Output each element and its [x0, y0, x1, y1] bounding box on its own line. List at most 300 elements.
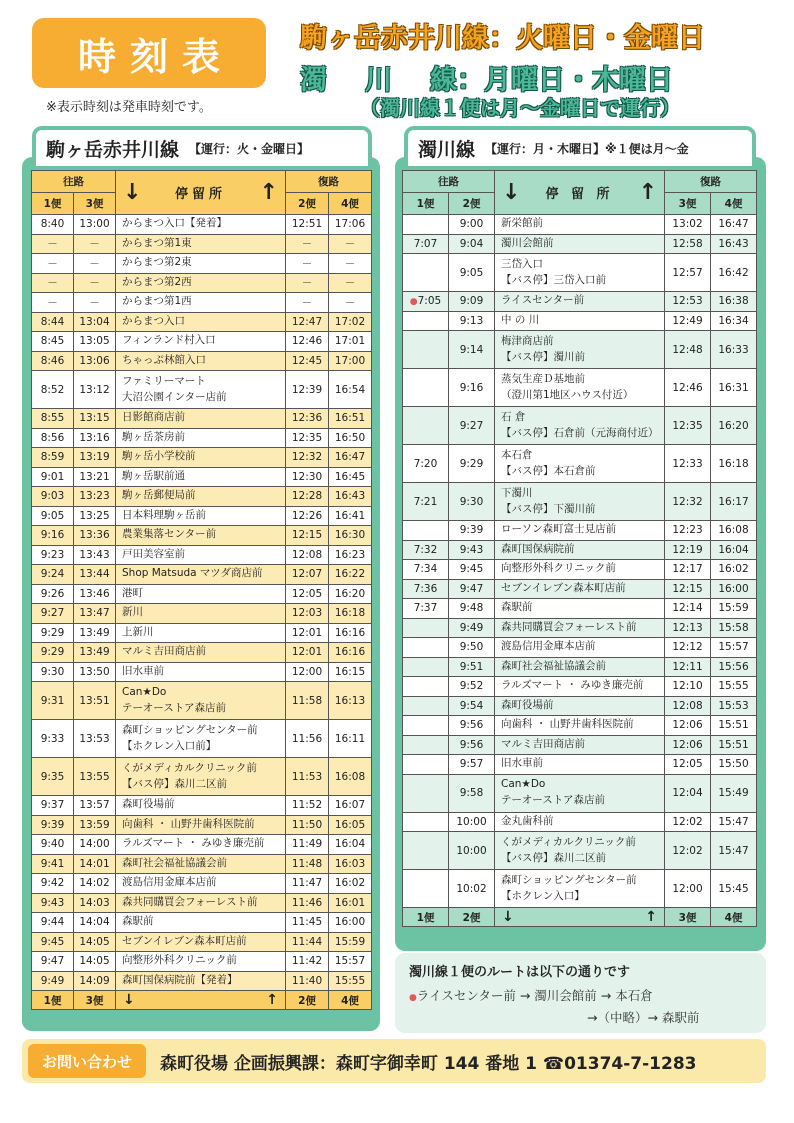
table-row [32, 604, 372, 624]
stop-name-cell [495, 215, 665, 235]
time-cell: 16:00 [711, 579, 757, 599]
stop-name: ライスセンター前 [501, 294, 585, 307]
time-value: 7:37 [413, 602, 438, 615]
table-row [32, 371, 372, 409]
time-cell [403, 540, 449, 560]
time-cell [32, 545, 74, 565]
stop-name: 新栄館前 [501, 217, 543, 230]
time-cell: 16:23 [329, 545, 372, 565]
time-cell: 9:49 [449, 618, 495, 638]
stop-name-cell [495, 755, 665, 775]
stop-name-cell [495, 483, 665, 521]
time-cell [32, 893, 74, 913]
route-note-line1 [409, 986, 752, 1004]
stop-name-sub: 【バス停】下濁川前 [501, 502, 596, 515]
table-row [32, 506, 372, 526]
time-cell [403, 234, 449, 254]
time-cell [32, 662, 74, 682]
time-cell: 15:53 [711, 696, 757, 716]
time-value: 9:41 [40, 857, 65, 870]
table-row [403, 812, 757, 832]
time-value: 9:31 [40, 694, 65, 707]
time-cell: 12:46 [286, 332, 329, 352]
time-cell: － [286, 293, 329, 313]
table-row [403, 870, 757, 908]
time-cell: 12:35 [665, 407, 711, 445]
table-row [32, 662, 372, 682]
table-row [32, 467, 372, 487]
time-cell [32, 371, 74, 409]
stop-name-cell [495, 618, 665, 638]
schedule-days-line3: （濁川線１便は月～金曜日で運行） [360, 96, 680, 120]
time-cell [32, 604, 74, 624]
time-cell: 11:48 [286, 854, 329, 874]
left-operation-days: 【運行：火・金曜日】 [189, 141, 310, 156]
stop-name-cell [116, 428, 286, 448]
time-cell: 12:12 [665, 638, 711, 658]
stop-name-cell [495, 832, 665, 870]
stop-name-sub: テーオーストア森店前 [122, 701, 226, 714]
stop-name-sub: 【バス停】三岱入口前 [501, 273, 606, 286]
stop-name: 上新川 [122, 625, 154, 638]
time-value: 9:47 [40, 955, 65, 968]
time-cell: 16:01 [329, 893, 372, 913]
time-cell: 12:02 [665, 812, 711, 832]
time-value: 8:46 [40, 354, 65, 367]
time-cell: 11:46 [286, 893, 329, 913]
table-row [403, 369, 757, 407]
time-cell: 16:33 [711, 331, 757, 369]
time-cell: 12:32 [665, 483, 711, 521]
time-cell: － [329, 273, 372, 293]
time-cell: 9:47 [449, 579, 495, 599]
stop-name: ローソン森町富士見店前 [501, 523, 617, 536]
time-cell [32, 584, 74, 604]
table-row [403, 774, 757, 812]
stop-name-cell [116, 332, 286, 352]
stop-name: 濁川会館前 [501, 236, 554, 249]
time-cell: － [329, 254, 372, 274]
table-row [403, 716, 757, 736]
time-cell: 16:22 [329, 565, 372, 585]
line2-rest: 線：月曜日・木曜日 [430, 65, 673, 96]
time-cell: 13:25 [74, 506, 116, 526]
stop-name: 駒ヶ岳茶房前 [122, 430, 185, 443]
stop-name: 旧水車前 [122, 664, 164, 677]
arrow-row [498, 909, 661, 925]
time-cell: 15:51 [711, 735, 757, 755]
time-cell: 9:39 [449, 521, 495, 541]
stop-name-cell [116, 758, 286, 796]
time-value: 7:21 [413, 495, 438, 508]
left-footer-row [32, 991, 372, 1010]
contact-bar [22, 1039, 766, 1083]
time-cell: 12:10 [665, 677, 711, 697]
time-value: 9:05 [40, 509, 65, 522]
right-footer-bin: 2便 [449, 908, 495, 927]
stop-name-cell [116, 623, 286, 643]
time-cell [32, 487, 74, 507]
table-row [403, 657, 757, 677]
time-cell [32, 682, 74, 720]
time-cell: 16:07 [329, 796, 372, 816]
time-cell: 12:19 [665, 540, 711, 560]
time-cell [32, 312, 74, 332]
time-cell: 9:30 [449, 483, 495, 521]
stop-name-cell [116, 273, 286, 293]
table-row [32, 273, 372, 293]
stop-name: 森共同購買会フォーレスト前 [501, 620, 637, 633]
table-row [32, 487, 372, 507]
time-cell: － [74, 293, 116, 313]
time-cell: 12:28 [286, 487, 329, 507]
time-cell [403, 445, 449, 483]
time-cell [403, 407, 449, 445]
stop-name: Can★Do [501, 778, 546, 791]
time-value: 9:49 [40, 974, 65, 987]
time-cell: 16:17 [711, 483, 757, 521]
time-cell: 17:00 [329, 351, 372, 371]
time-cell [403, 599, 449, 619]
time-cell: 13:46 [74, 584, 116, 604]
time-cell: 16:00 [329, 913, 372, 933]
time-cell: 14:09 [74, 971, 116, 991]
stop-name-cell [116, 720, 286, 758]
table-row [403, 599, 757, 619]
time-cell: 16:41 [329, 506, 372, 526]
left-bin-4: 4便 [329, 193, 372, 215]
time-cell: 16:02 [329, 874, 372, 894]
time-cell: 15:56 [711, 657, 757, 677]
stop-name-cell [495, 292, 665, 312]
time-cell: 10:02 [449, 870, 495, 908]
right-route-tab [404, 126, 756, 166]
time-value: 9:43 [40, 896, 65, 909]
stop-name-cell [116, 545, 286, 565]
time-cell: 14:02 [74, 874, 116, 894]
time-cell: 9:50 [449, 638, 495, 658]
time-cell [32, 526, 74, 546]
right-bin-4: 4便 [711, 193, 757, 215]
table-row [32, 215, 372, 235]
time-cell: 9:43 [449, 540, 495, 560]
stop-name: 駒ヶ岳郵便局前 [122, 489, 196, 502]
time-cell: 9:09 [449, 292, 495, 312]
time-cell: 9:16 [449, 369, 495, 407]
time-cell [32, 815, 74, 835]
stop-name-cell [495, 735, 665, 755]
time-cell: 15:47 [711, 832, 757, 870]
time-cell: 13:16 [74, 428, 116, 448]
stop-name: ファミリーマート [122, 374, 206, 387]
stop-name-cell [116, 643, 286, 663]
left-route-name: 駒ヶ岳赤井川線 [46, 138, 180, 161]
stop-name-cell [116, 604, 286, 624]
time-cell: 13:21 [74, 467, 116, 487]
time-cell: 12:05 [665, 755, 711, 775]
table-row [32, 332, 372, 352]
left-inbound-label: 復路 [286, 171, 372, 193]
stop-name: 森町国保病院前【発着】 [122, 973, 238, 986]
table-row [32, 351, 372, 371]
time-cell: 16:42 [711, 254, 757, 292]
table-row [32, 409, 372, 429]
contact-value: 森町役場 企画振興課：森町字御幸町 144 番地 1 ☎01374-7-1283 [160, 1053, 697, 1074]
table-row [32, 874, 372, 894]
time-cell: 13:53 [74, 720, 116, 758]
time-value: 9:35 [40, 770, 65, 783]
stop-name: 森駅前 [501, 601, 533, 614]
time-value: 9:26 [40, 587, 65, 600]
time-value: 8:44 [40, 315, 65, 328]
time-cell: 13:59 [74, 815, 116, 835]
stop-name: からまつ第1東 [122, 236, 192, 249]
time-cell [403, 696, 449, 716]
time-cell: 12:17 [665, 560, 711, 580]
time-cell: 16:05 [329, 815, 372, 835]
time-cell: 12:58 [665, 234, 711, 254]
down-arrow-icon: ↓ [123, 992, 135, 1008]
stop-name-cell [495, 812, 665, 832]
time-cell: 15:51 [711, 716, 757, 736]
time-cell: 13:47 [74, 604, 116, 624]
time-cell: 13:12 [74, 371, 116, 409]
stop-name-cell [116, 913, 286, 933]
right-route-name: 濁川線 [418, 138, 476, 161]
stop-name: くがメディカルクリニック前 [122, 761, 257, 774]
time-cell [32, 796, 74, 816]
stop-name-sub: 【ホクレン入口】 [501, 889, 585, 902]
right-stop-label: 停 留 所 [545, 187, 614, 202]
time-cell: 13:04 [74, 312, 116, 332]
time-cell: 13:19 [74, 448, 116, 468]
stop-name: 金丸歯科前 [501, 814, 554, 827]
stop-name-sub: 大沼公園インター店前 [122, 390, 227, 403]
left-footer-bin: 2便 [286, 991, 329, 1010]
table-row [403, 696, 757, 716]
stop-name-cell [495, 657, 665, 677]
time-cell: 16:50 [329, 428, 372, 448]
stop-name: ラルズマート ・ みゆき廉売前 [122, 837, 265, 850]
time-value: 8:59 [40, 451, 65, 464]
time-cell: － [74, 254, 116, 274]
stop-name-cell [495, 560, 665, 580]
stop-name: セブンイレブン森本町店前 [501, 581, 626, 594]
left-footer-bin: 4便 [329, 991, 372, 1010]
time-cell: 17:01 [329, 332, 372, 352]
stop-name: 中 の 川 [501, 313, 540, 326]
stop-name: セブンイレブン森本町店前 [122, 934, 247, 947]
time-value: － [47, 238, 58, 251]
left-footer-arrows [116, 991, 286, 1010]
time-cell: 12:33 [665, 445, 711, 483]
table-row [32, 952, 372, 972]
right-outbound-label: 往路 [403, 171, 495, 193]
page-title: 時刻表 [77, 34, 234, 79]
time-cell [32, 565, 74, 585]
time-cell: 9:54 [449, 696, 495, 716]
time-cell: 12:03 [286, 604, 329, 624]
time-cell: 16:08 [329, 758, 372, 796]
left-header-row [32, 171, 372, 193]
stop-name: 梅津商店前 [501, 334, 554, 347]
time-cell: － [74, 273, 116, 293]
table-row [32, 682, 372, 720]
time-cell: 16:11 [329, 720, 372, 758]
table-row [32, 312, 372, 332]
stop-name-sub: 【バス停】森川二区前 [122, 777, 227, 790]
time-cell: 14:05 [74, 952, 116, 972]
time-cell: 9:05 [449, 254, 495, 292]
stop-name: ラルズマート ・ みゆき廉売前 [501, 679, 644, 692]
time-cell [403, 579, 449, 599]
time-cell: 14:01 [74, 854, 116, 874]
time-cell [32, 215, 74, 235]
stop-name-cell [495, 870, 665, 908]
table-row [32, 913, 372, 933]
right-inbound-label: 復路 [665, 171, 757, 193]
table-row [32, 623, 372, 643]
stop-name: 森共同購買会フォーレスト前 [122, 895, 258, 908]
time-cell: － [74, 234, 116, 254]
stop-name-cell [495, 638, 665, 658]
stop-name-cell [116, 893, 286, 913]
time-cell: 9:45 [449, 560, 495, 580]
time-cell: 16:54 [329, 371, 372, 409]
stop-name-cell [495, 369, 665, 407]
table-row [32, 293, 372, 313]
time-cell: 12:57 [665, 254, 711, 292]
stop-name-cell [116, 467, 286, 487]
time-cell: 9:13 [449, 311, 495, 331]
table-row [403, 540, 757, 560]
stop-name: 向整形外科クリニック前 [501, 562, 616, 575]
time-cell [403, 870, 449, 908]
stop-name: 向整形外科クリニック前 [122, 954, 237, 967]
time-cell: 12:06 [665, 716, 711, 736]
time-cell: 12:02 [665, 832, 711, 870]
time-cell: 12:13 [665, 618, 711, 638]
time-cell [32, 623, 74, 643]
stop-name: からまつ第2東 [122, 256, 192, 269]
time-cell: 12:53 [665, 292, 711, 312]
time-cell: － [329, 234, 372, 254]
time-cell: 11:45 [286, 913, 329, 933]
stop-name-cell [116, 932, 286, 952]
table-row [32, 720, 372, 758]
left-footer-bin: 1便 [32, 991, 74, 1010]
table-row [403, 618, 757, 638]
left-route-tab [32, 126, 372, 166]
time-cell: 12:51 [286, 215, 329, 235]
time-cell: 11:42 [286, 952, 329, 972]
time-cell: 9:27 [449, 407, 495, 445]
table-row [32, 854, 372, 874]
time-cell: 12:15 [286, 526, 329, 546]
time-cell: 13:15 [74, 409, 116, 429]
time-cell: 12:32 [286, 448, 329, 468]
red-dot-icon: ● [409, 993, 417, 1003]
table-row [403, 755, 757, 775]
time-cell: 15:57 [329, 952, 372, 972]
time-cell: 15:49 [711, 774, 757, 812]
time-cell: 16:02 [711, 560, 757, 580]
stop-name-sub: 【ホクレン入口前】 [122, 739, 217, 752]
time-cell: 9:14 [449, 331, 495, 369]
time-cell: 16:20 [711, 407, 757, 445]
time-cell [403, 311, 449, 331]
time-value: 7:32 [413, 543, 438, 556]
time-value: 7:05 [417, 295, 442, 308]
table-row [403, 407, 757, 445]
stop-name-cell [495, 540, 665, 560]
time-value: 7:34 [413, 563, 438, 576]
time-cell: 9:51 [449, 657, 495, 677]
time-cell: 16:04 [329, 835, 372, 855]
right-footer-bin: 1便 [403, 908, 449, 927]
time-value: － [47, 257, 58, 270]
stop-name-cell [495, 234, 665, 254]
time-value: 9:44 [40, 916, 65, 929]
contact-label: お問い合わせ [28, 1044, 146, 1078]
time-cell: 12:08 [665, 696, 711, 716]
time-cell [403, 638, 449, 658]
route-note-title: 濁川線１便のルートは以下の通りです [409, 965, 631, 980]
stop-name-cell [495, 696, 665, 716]
time-cell: 9:48 [449, 599, 495, 619]
time-value: 9:42 [40, 877, 65, 890]
time-value: 9:24 [40, 568, 65, 581]
stop-name-cell [495, 716, 665, 736]
time-cell: 16:34 [711, 311, 757, 331]
table-row [403, 292, 757, 312]
stop-name-cell [116, 835, 286, 855]
stop-name-cell [116, 409, 286, 429]
stop-name: 港町 [122, 586, 143, 599]
table-row [32, 526, 372, 546]
time-value: 9:29 [40, 626, 65, 639]
up-arrow-icon: ↑ [638, 180, 657, 205]
stop-name-sub: （澄川第1地区ハウス付近） [501, 388, 634, 401]
stop-name: 石 倉 [501, 410, 526, 423]
time-cell: 12:48 [665, 331, 711, 369]
stop-name-cell [116, 234, 286, 254]
stop-name: 森町役場前 [501, 698, 554, 711]
time-cell: 15:55 [329, 971, 372, 991]
stop-name: 森町ショッピングセンター前 [122, 723, 258, 736]
table-row [32, 932, 372, 952]
stop-name: 日影館商店前 [122, 411, 185, 424]
time-cell [403, 483, 449, 521]
time-cell [403, 832, 449, 870]
stop-name: 森町国保病院前 [501, 542, 575, 555]
stop-name: 向歯科 ・ 山野井歯科医院前 [122, 817, 255, 830]
time-cell: － [329, 293, 372, 313]
time-cell [32, 293, 74, 313]
table-row [32, 643, 372, 663]
time-cell: 13:43 [74, 545, 116, 565]
stop-name: 旧水車前 [501, 757, 543, 770]
table-row [403, 215, 757, 235]
time-cell: － [286, 254, 329, 274]
time-cell: 13:00 [74, 215, 116, 235]
stop-name-cell [116, 351, 286, 371]
time-cell: 12:39 [286, 371, 329, 409]
time-cell: 12:05 [286, 584, 329, 604]
stop-name: 駒ヶ岳小学校前 [122, 450, 196, 463]
time-cell [32, 874, 74, 894]
time-value: 9:37 [40, 799, 65, 812]
